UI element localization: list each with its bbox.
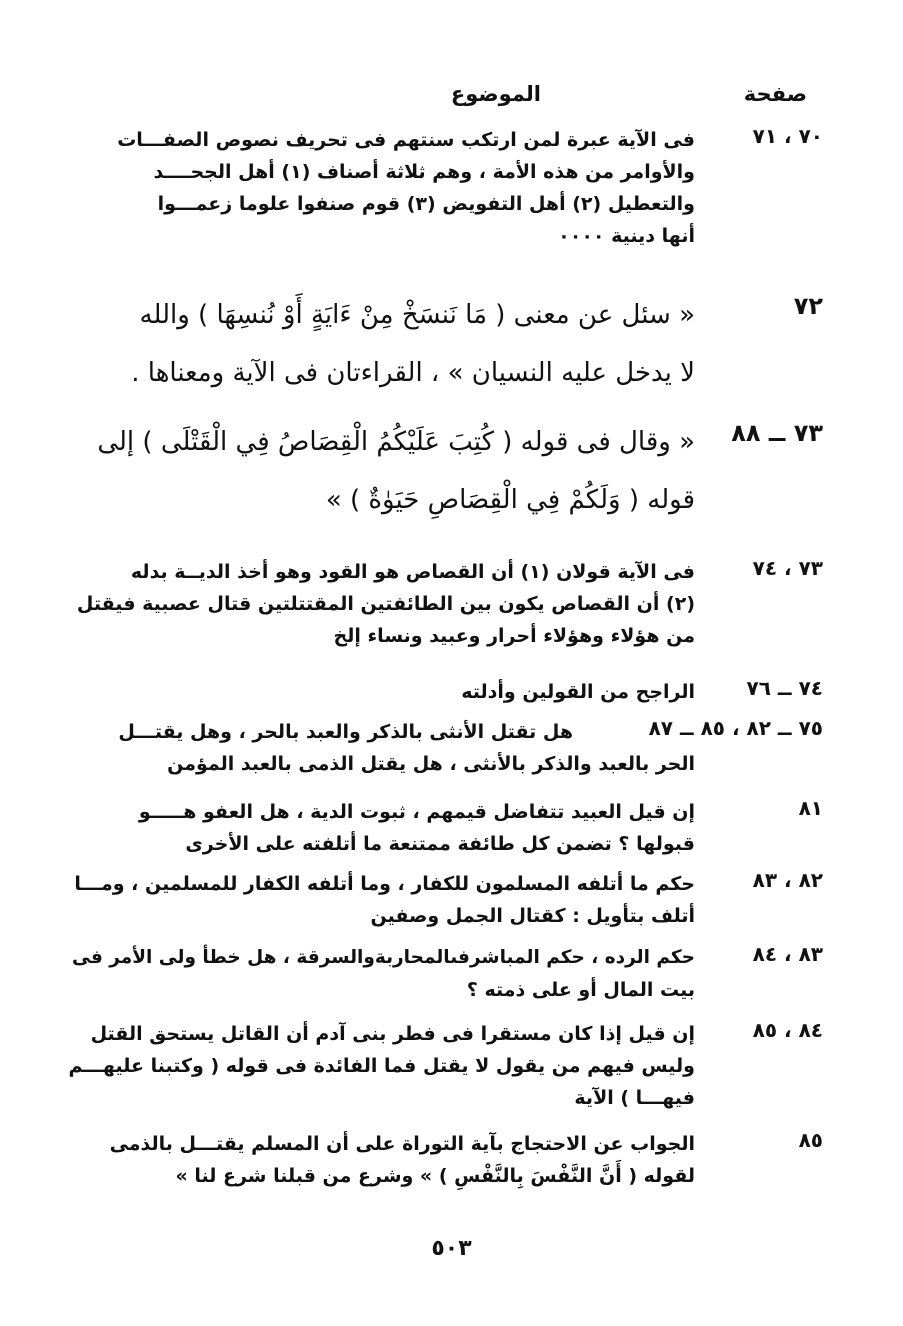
entry-line: « وقال فى قوله ( كُتِبَ عَلَيْكُمُ الْقِصَاصُ فِي الْقَتْلَى ) إلى: [97, 427, 695, 457]
entry-pages: ٧٤ ــ ٧٦: [746, 676, 823, 700]
entry-line: قوله ( وَلَكُمْ فِي الْقِصَاصِ حَيَوٰةٌ ) »: [325, 485, 695, 515]
entry-text: [63, 1018, 695, 1114]
entry-line: « سئل عن معنى ( مَا نَنسَخْ مِنْ ءَايَةٍ أَوْ نُنسِهَا ) والله: [139, 300, 695, 330]
index-entry: [63, 796, 823, 860]
entry-line: من هؤلاء وهؤلاء أحرار وعبيد ونساء إلخ: [333, 625, 695, 647]
index-entry: [63, 556, 823, 652]
entry-pages: ٧٣ ، ٧٤: [752, 556, 823, 580]
entry-line: (٢) أن القصاص يكون بين الطائفتين المقتتلتين قتال عصبية فيقتل: [76, 593, 695, 615]
entry-text: [63, 286, 695, 402]
entry-pages: ٨٣ ، ٨٤: [752, 942, 823, 966]
entry-pages: ٧٠ ، ٧١: [752, 124, 823, 148]
entry-line: قبولها ؟ تضمن كل طائفة ممتنعة ما أتلفته على الأخرى: [185, 833, 695, 855]
entry-line: الراجح من القولين وأدلته: [461, 681, 695, 703]
entry-line: والتعطيل (٢) أهل التفويض (٣) قوم صنفوا علوما زعمـــوا: [157, 193, 695, 215]
entry-pages: ٧٢: [793, 292, 823, 320]
entry-line: لقوله ( أَنَّ النَّفْسَ بِالنَّفْسِ ) » وشرع من قبلنا شرع لنا »: [175, 1165, 695, 1187]
index-entry: [63, 124, 823, 252]
entry-line: والأوامر من هذه الأمة ، وهم ثلاثة أصناف (١) أهل الجحــــد: [153, 161, 695, 183]
entry-line: الحر بالعبد والذكر بالأنثى ، هل يقتل الذمى بالعبد المؤمن: [167, 753, 695, 775]
page-number: ٥٠٣: [431, 1236, 472, 1261]
entry-line: الجواب عن الاحتجاج بآية التوراة على أن المسلم يقتـــل بالذمى: [109, 1133, 695, 1155]
entry-text: [63, 124, 695, 252]
entry-pages: ٨١: [798, 796, 823, 820]
index-entry: [63, 716, 823, 780]
entry-line: لا يدخل عليه النسيان » ، القراءتان فى الآية ومعناها .: [131, 358, 695, 388]
index-entry: [63, 942, 823, 1006]
index-entry: [63, 676, 823, 708]
entry-text: [63, 676, 695, 708]
entry-pages: ٧٥ ــ ٨٢ ، ٨٥ ــ ٨٧: [648, 716, 823, 740]
entry-text: [63, 556, 695, 652]
entry-line: هل تقتل الأنثى بالذكر والعبد بالحر ، وهل يقتـــل: [118, 721, 573, 743]
index-entry: [63, 1128, 823, 1192]
entry-line: أتلف بتأويل : كقتال الجمل وصفين: [370, 905, 695, 927]
index-entry: [63, 413, 823, 529]
entry-line: وليس فيهم من يقول لا يقتل فما الفائدة فى قوله ( وكتبنا عليهـــم: [68, 1055, 695, 1077]
topic-column-header: الموضوع: [450, 82, 541, 106]
entry-pages: ٨٢ ، ٨٣: [752, 868, 823, 892]
entry-pages: ٨٥: [798, 1128, 823, 1152]
entry-pages: ٨٤ ، ٨٥: [752, 1018, 823, 1042]
entry-line: إن قيل إذا كان مستقرا فى فطر بنى آدم أن القاتل يستحق القتل: [90, 1023, 695, 1045]
entry-text: [63, 796, 695, 860]
entry-text: [63, 413, 695, 529]
entry-pages: ٧٣ ــ ٨٨: [731, 419, 823, 447]
entry-line: بيت المال أو على ذمته ؟: [466, 979, 695, 1001]
entry-text: [63, 942, 695, 1006]
index-entry: [63, 868, 823, 932]
entry-line: إن قيل العبيد تتفاضل قيمهم ، ثبوت الدية ، هل العفو هـــــو: [138, 801, 695, 823]
entry-line: حكم ما أتلفه المسلمون للكفار ، وما أتلفه الكفار للمسلمين ، ومـــا: [74, 873, 695, 895]
entry-line: فيهـــا ) الآية: [574, 1087, 695, 1109]
index-entry: [63, 1018, 823, 1114]
entry-line: أنها دينية ٠٠٠٠: [558, 225, 695, 247]
entry-text: [63, 868, 695, 932]
page-column-header: صفحة: [743, 82, 807, 106]
entry-line: فى الآية عبرة لمن ارتكب سنتهم فى تحريف نصوص الصفـــات: [117, 129, 695, 151]
entry-text: [63, 1128, 695, 1192]
entry-line: حكم الرده ، حكم المباشرفىالمحاربةوالسرقة ، هل خطأ ولى الأمر فى: [72, 947, 695, 968]
index-entry: [63, 286, 823, 402]
entry-line: فى الآية قولان (١) أن القصاص هو القود وهو أخذ الديــة بدله: [130, 561, 695, 583]
